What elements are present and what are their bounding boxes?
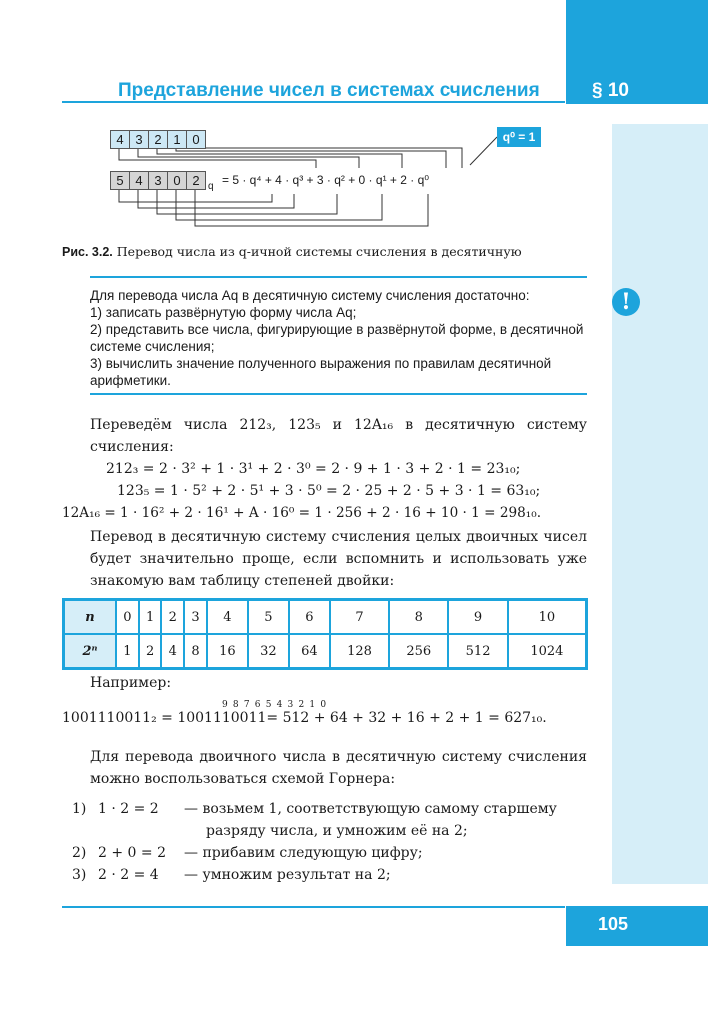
table-cell: 8 xyxy=(389,600,448,635)
bottom-digit-cell: 3 xyxy=(148,171,168,190)
digit-position-labels: 9876543210 xyxy=(222,700,332,710)
table-row-n xyxy=(64,600,587,635)
caption-label: Рис. 3.2. xyxy=(62,245,113,259)
step-expression: 2 + 0 = 2 xyxy=(98,845,166,861)
rule-item: 2) представить все числа, фигурирующие в развёрнутой форме, в десятичной системе счисления; xyxy=(90,322,584,354)
bottom-digit-cell: 5 xyxy=(110,171,130,190)
table-cell: 16 xyxy=(207,634,248,669)
bottom-digit-cell: 2 xyxy=(186,171,206,190)
figure-caption xyxy=(62,244,522,259)
table-cell: 1 xyxy=(139,600,162,635)
table-row-pow xyxy=(64,634,587,669)
table-cell: 4 xyxy=(207,600,248,635)
footer-rule xyxy=(62,906,565,908)
bottom-digit-cell: 4 xyxy=(129,171,149,190)
table-cell: 1024 xyxy=(508,634,587,669)
equation-12A: 12A₁₆ = 1 · 16² + 2 · 16¹ + A · 16⁰ = 1 · 256 + 2 · 16 + 10 · 1 = 298₁₀. xyxy=(62,505,542,521)
table-cell: 2 xyxy=(139,634,162,669)
footer-page-tab xyxy=(566,906,708,946)
figure-expansion: = 5 · q⁴ + 4 · q³ + 3 · q² + 0 · q¹ + 2 · q⁰ xyxy=(222,173,430,187)
q0-badge: q⁰ = 1 xyxy=(497,127,541,147)
bottom-digit-cell: 0 xyxy=(167,171,187,190)
top-digit-cell: 2 xyxy=(148,130,168,149)
table-cell: 0 xyxy=(116,600,139,635)
attention-icon: ! xyxy=(612,288,640,316)
horner-step xyxy=(62,798,588,820)
table-cell: 64 xyxy=(289,634,330,669)
figure-3-2 xyxy=(0,0,708,240)
page-number: 105 xyxy=(598,914,629,934)
table-cell: 5 xyxy=(248,600,289,635)
table-cell: 32 xyxy=(248,634,289,669)
rule-intro: Для перевода числа Aq в десятичную систему счисления достаточно: xyxy=(90,288,530,303)
table-cell: 3 xyxy=(184,600,207,635)
horner-steps xyxy=(62,798,588,886)
paragraph-3: Для перевода двоичного числа в десятичную систему счисления можно воспользоваться схемой Горнера: xyxy=(90,749,587,787)
binary-example-equation: 1001110011₂ = 1001110011= 512 + 64 + 32 + 16 + 2 + 1 = 627₁₀. xyxy=(62,710,547,726)
top-digit-cell: 0 xyxy=(186,130,206,149)
row-header-n: n xyxy=(64,600,117,635)
top-digit-cell: 1 xyxy=(167,130,187,149)
step-number: 2) xyxy=(72,845,87,861)
rule-item: 3) вычислить значение полученного выражения по правилам десятичной арифметики. xyxy=(90,356,552,388)
figure-connector-lines xyxy=(0,0,708,240)
step-expression: 1 · 2 = 2 xyxy=(98,801,159,817)
top-digit-cell: 4 xyxy=(110,130,130,149)
table-cell: 1 xyxy=(116,634,139,669)
step-description: — прибавим следующую цифру; xyxy=(184,845,423,861)
caption-text: Перевод числа из q-ичной системы счисления в десятичную xyxy=(116,244,522,259)
top-digit-cell: 3 xyxy=(129,130,149,149)
table-cell: 6 xyxy=(289,600,330,635)
figure-base-subscript: q xyxy=(208,181,214,192)
step-description: разряду числа, и умножим её на 2; xyxy=(206,823,468,839)
rule-box xyxy=(90,287,587,389)
table-cell: 256 xyxy=(389,634,448,669)
step-description: — возьмем 1, соответствующую самому старшему xyxy=(184,801,557,817)
paragraph-1: Переведём числа 212₃, 123₅ и 12A₁₆ в десятичную систему счисления: xyxy=(90,417,587,455)
powers-of-two-table xyxy=(62,598,588,670)
horner-step-continuation xyxy=(62,820,588,842)
step-description: — умножим результат на 2; xyxy=(184,867,391,883)
page-title: Представление чисел в системах счисления xyxy=(118,80,540,101)
row-header-pow: 2ⁿ xyxy=(64,634,117,669)
equation-123: 123₅ = 1 · 5² + 2 · 5¹ + 3 · 5⁰ = 2 · 25 + 2 · 5 + 3 · 1 = 63₁₀; xyxy=(117,483,541,499)
table-cell: 7 xyxy=(330,600,389,635)
step-number: 1) xyxy=(72,801,87,817)
table-cell: 2 xyxy=(161,600,184,635)
paragraph-2: Перевод в десятичную систему счисления целых двоичных чисел будет значительно проще, если вспомнить и использовать уже знакомую вам таблицу степеней двойки: xyxy=(90,529,587,589)
section-number: § 10 xyxy=(592,80,629,101)
rule-bottom-line xyxy=(90,393,587,395)
table-cell: 128 xyxy=(330,634,389,669)
table-cell: 512 xyxy=(448,634,507,669)
table-cell: 4 xyxy=(161,634,184,669)
equation-212: 212₃ = 2 · 3² + 1 · 3¹ + 2 · 3⁰ = 2 · 9 + 1 · 3 + 2 · 1 = 23₁₀; xyxy=(106,461,521,477)
step-number: 3) xyxy=(72,867,87,883)
step-expression: 2 · 2 = 4 xyxy=(98,867,159,883)
example-label: Например: xyxy=(90,675,172,691)
rule-top-line xyxy=(90,276,587,278)
horner-step xyxy=(62,842,588,864)
horner-step xyxy=(62,864,588,886)
table-cell: 9 xyxy=(448,600,507,635)
rule-item: 1) записать развёрнутую форму числа Aq; xyxy=(90,305,357,320)
table-cell: 10 xyxy=(508,600,587,635)
table-cell: 8 xyxy=(184,634,207,669)
